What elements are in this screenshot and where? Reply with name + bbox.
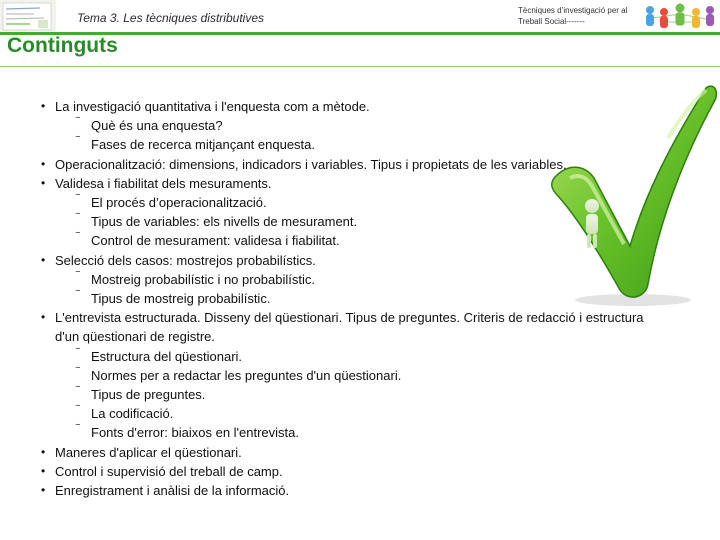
sub-item [0,135,720,154]
bullet-icon: • [41,483,46,498]
sub-item-text: Mostreig probabilístic i no probabilístic. [91,271,315,287]
dash-icon: ‾ [76,117,80,130]
dash-icon: ‾ [76,386,80,399]
list-item [0,155,720,174]
sub-item-text: Tipus de preguntes. [91,387,206,403]
bullet-icon: • [41,99,46,113]
bullet-icon: • [41,463,46,478]
sub-item [0,289,720,308]
list-item-text: Enregistrament i anàlisi de la informació. [55,483,290,499]
dash-icon: ‾ [76,347,80,360]
header-title: Tema 3. Les tècniques distributives [77,11,264,25]
list-item [0,462,720,481]
list-item-text: Maneres d'aplicar el qüestionari. [55,444,242,460]
sub-item-text: La codificació. [91,406,174,422]
course-subtitle: Tècniques d’investigació per al Treball Social------- [518,6,628,26]
list-item-text: La investigació quantitativa i l'enquesta com a mètode. [55,99,370,114]
bullet-icon: • [41,175,46,190]
dash-icon: ‾ [76,194,80,207]
list-item-text: Operacionalització: dimensions, indicadors i variables. Tipus i propietats de les variables. [55,156,567,172]
sub-item-text: Tipus de variables: els nivells de mesurament. [91,214,358,230]
bullet-icon: • [41,252,46,267]
bullet-icon: • [41,310,46,325]
sub-item [0,404,720,423]
list-item-text: Control i supervisió del treball de camp. [55,463,283,479]
list-item [0,97,720,116]
sub-item [0,231,720,250]
sub-item-text: Fases de recerca mitjançant enquesta. [91,137,316,153]
list-item [0,308,720,346]
dash-icon: ‾ [76,366,80,379]
list-item [0,443,720,462]
title-divider [0,66,720,67]
handwritten-notes-icon [0,0,56,34]
list-item [0,481,720,500]
dash-icon: ‾ [76,232,80,245]
list-item-text: Validesa i fiabilitat dels mesuraments. [55,175,272,191]
sub-item [0,270,720,289]
sub-item-text: El procés d’operacionalització. [91,195,267,211]
dash-icon: ‾ [76,405,80,418]
sub-item-text: Control de mesurament: validesa i fiabilitat. [91,233,340,249]
list-item-text: Selecció dels casos: mostrejos probabilístics. [55,252,316,268]
sub-item-text: Estructura del qüestionari. [91,348,243,364]
dash-icon: ‾ [76,213,80,226]
sub-item-text: Normes per a redactar les preguntes d'un qüestionari. [91,367,402,383]
sub-item [0,385,720,404]
list-item [0,174,720,193]
dash-icon: ‾ [76,136,80,149]
sub-item [0,212,720,231]
slide-header [0,0,720,34]
sub-item [0,193,720,212]
sub-item [0,423,720,442]
sub-item-text: Què és una enquesta? [91,118,223,134]
sub-item [0,366,720,385]
list-item-text: L'entrevista estructurada. Disseny del qüestionari. Tipus de preguntes. Criteris de redacció i estructura d'un qüestionari de registre. [55,310,644,345]
dash-icon: ‾ [76,270,80,283]
dash-icon: ‾ [76,290,80,303]
bullet-icon: • [41,156,46,171]
page-title: Continguts [7,34,118,57]
list-item [0,251,720,270]
dash-icon: ‾ [76,424,80,437]
people-network-icon [640,0,720,34]
sub-item-text: Fonts d'error: biaixos en l'entrevista. [91,425,299,441]
sub-item [0,347,720,366]
sub-item [0,116,720,135]
content-list [0,97,720,500]
bullet-icon: • [41,444,46,459]
sub-item-text: Tipus de mostreig probabilístic. [91,291,271,307]
